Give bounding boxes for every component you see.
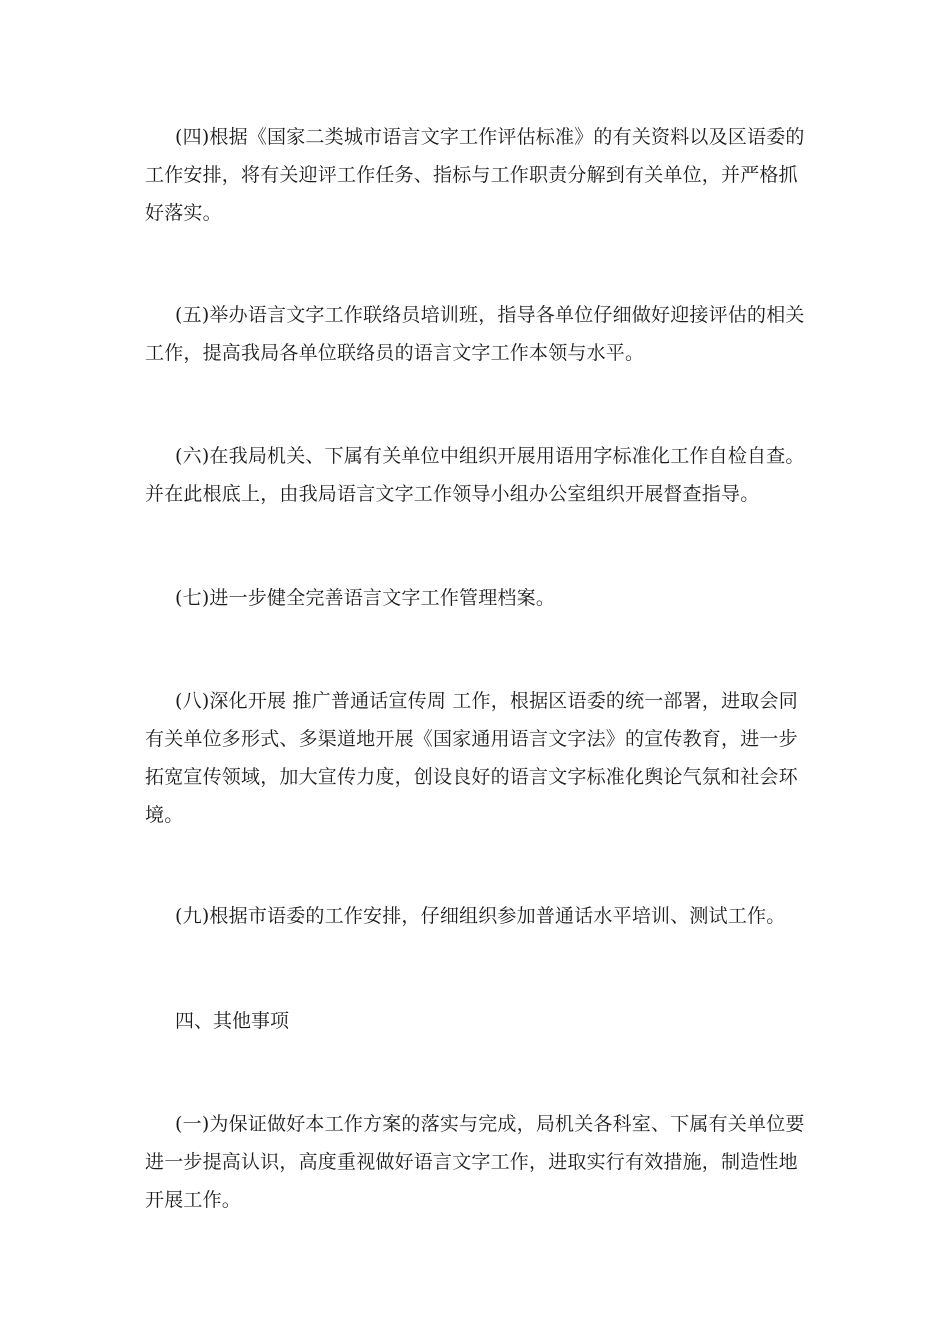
paragraph-item-1	[145, 1105, 810, 1219]
text-line: (九)根据市语委的工作安排，仔细组织参加普通话水平培训、测试工作。	[175, 905, 786, 927]
paragraph-item-9	[145, 897, 810, 935]
text-line: (五)举办语言文字工作联络员培训班，指导各单位仔细做好迎接评估的相关	[175, 304, 805, 326]
text-line: 工作安排，将有关迎评工作任务、指标与工作职责分解到有关单位，并严格抓	[145, 164, 798, 186]
text-line: (七)进一步健全完善语言文字工作管理档案。	[175, 587, 556, 609]
text-line: 拓宽宣传领域，加大宣传力度，创设良好的语言文字标准化舆论气氛和社会环	[145, 766, 798, 788]
text-line: 开展工作。	[145, 1189, 242, 1211]
text-line: 境。	[145, 804, 184, 826]
text-line: 有关单位多形式、多渠道地开展《国家通用语言文字法》的宣传教育，进一步	[145, 728, 798, 750]
text-line: (一)为保证做好本工作方案的落实与完成，局机关各科室、下属有关单位要	[175, 1113, 805, 1135]
paragraph-item-8	[145, 682, 810, 834]
section-heading: 四、其他事项	[175, 1010, 290, 1032]
paragraph-item-6	[145, 437, 810, 513]
text-line: 好落实。	[145, 202, 222, 224]
text-line: (四)根据《国家二类城市语言文字工作评估标准》的有关资料以及区语委的	[175, 126, 805, 148]
paragraph-item-5	[145, 296, 810, 372]
text-line: (六)在我局机关、下属有关单位中组织开展用语用字标准化工作自检自查。	[175, 445, 805, 467]
text-line: 工作，提高我局各单位联络员的语言文字工作本领与水平。	[145, 342, 645, 364]
text-line: (八)深化开展 推广普通话宣传周 工作，根据区语委的统一部署，进取会同	[175, 690, 798, 712]
text-line: 并在此根底上，由我局语言文字工作领导小组办公室组织开展督查指导。	[145, 483, 760, 505]
paragraph-item-7	[145, 579, 810, 617]
paragraph-item-4	[145, 118, 810, 232]
text-line: 进一步提高认识，高度重视做好语言文字工作，进取实行有效措施，制造性地	[145, 1151, 798, 1173]
